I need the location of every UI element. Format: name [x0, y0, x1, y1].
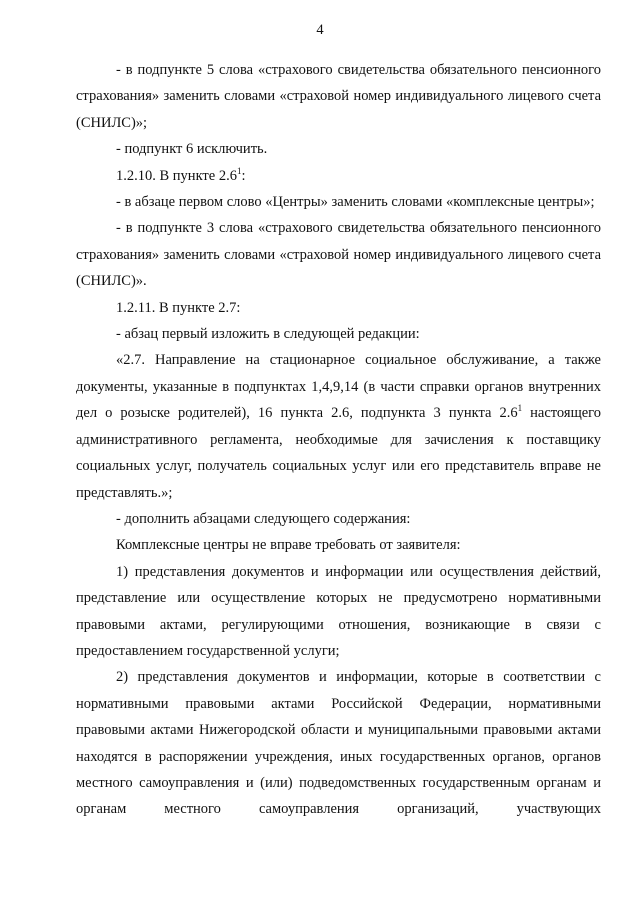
text: настоящего административного регламента, необходимые для зачисления к поставщику социальных услуг, получатель социальных услуг или его представитель вправе не представлять.»;	[76, 405, 602, 501]
text: 1.2.10. В пункте 2.6	[116, 167, 237, 184]
paragraph-item-6-exclude: - подпункт 6 исключить.	[116, 141, 268, 158]
paragraph-1-2-10-heading	[76, 163, 601, 189]
paragraph-item-3-snils: - в подпункте 3 слова «страхового свидетельства обязательного пенсионного страхования» заменить словами «страховой номер индивидуального лицевого счета (СНИЛС)».	[76, 220, 601, 290]
superscript: 1	[517, 403, 523, 414]
paragraph-centers-replace: - в абзаце первом слово «Центры» заменить словами «комплексные центры»;	[116, 194, 595, 211]
paragraph-add-abzacs: - дополнить абзацами следующего содержания:	[116, 510, 411, 527]
paragraph-2-7-text	[76, 347, 601, 505]
paragraph-requirement-1: 1) представления документов и информации или осуществления действий, представление или осуществление которых не предусмотрено нормативными правовыми актами, регулирующими отношения, возникающие в связи с предоставлением государственной услуги;	[76, 563, 601, 659]
paragraph-first-abzac: - абзац первый изложить в следующей редакции:	[116, 326, 420, 343]
page-number: 4	[316, 22, 324, 38]
text: «2.7. Направление на стационарное социальное обслуживание, а также документы, указанные в подпунктах 1,4,9,14 (в части справки органов внутренних дел о розыске родителей), 16 пункта 2.6, подпункта 3 пункта 2.6	[76, 352, 601, 422]
paragraph-1-2-11-heading: 1.2.11. В пункте 2.7:	[116, 299, 241, 316]
paragraph-item-5-snils: - в подпункте 5 слова «страхового свидетельства обязательного пенсионного страхования» заменить словами «страховой номер индивидуального лицевого счета (СНИЛС)»;	[76, 62, 601, 131]
text: :	[241, 167, 246, 184]
paragraph-requirement-2: 2) представления документов и информации, которые в соответствии с нормативными правовыми актами Российской Федерации, нормативными правовыми актами Нижегородской области и муниципальными правовыми актами находятся в распоряжении учреждения, иных государственных органов, органов местного самоуправления и (или) подведомственных государственным органам и органам местного самоуправления организаций, участвующих	[76, 669, 601, 818]
superscript: 1	[236, 165, 242, 176]
document-body	[76, 57, 601, 823]
paragraph-centers-not-require: Комплексные центры не вправе требовать от заявителя:	[116, 537, 461, 554]
